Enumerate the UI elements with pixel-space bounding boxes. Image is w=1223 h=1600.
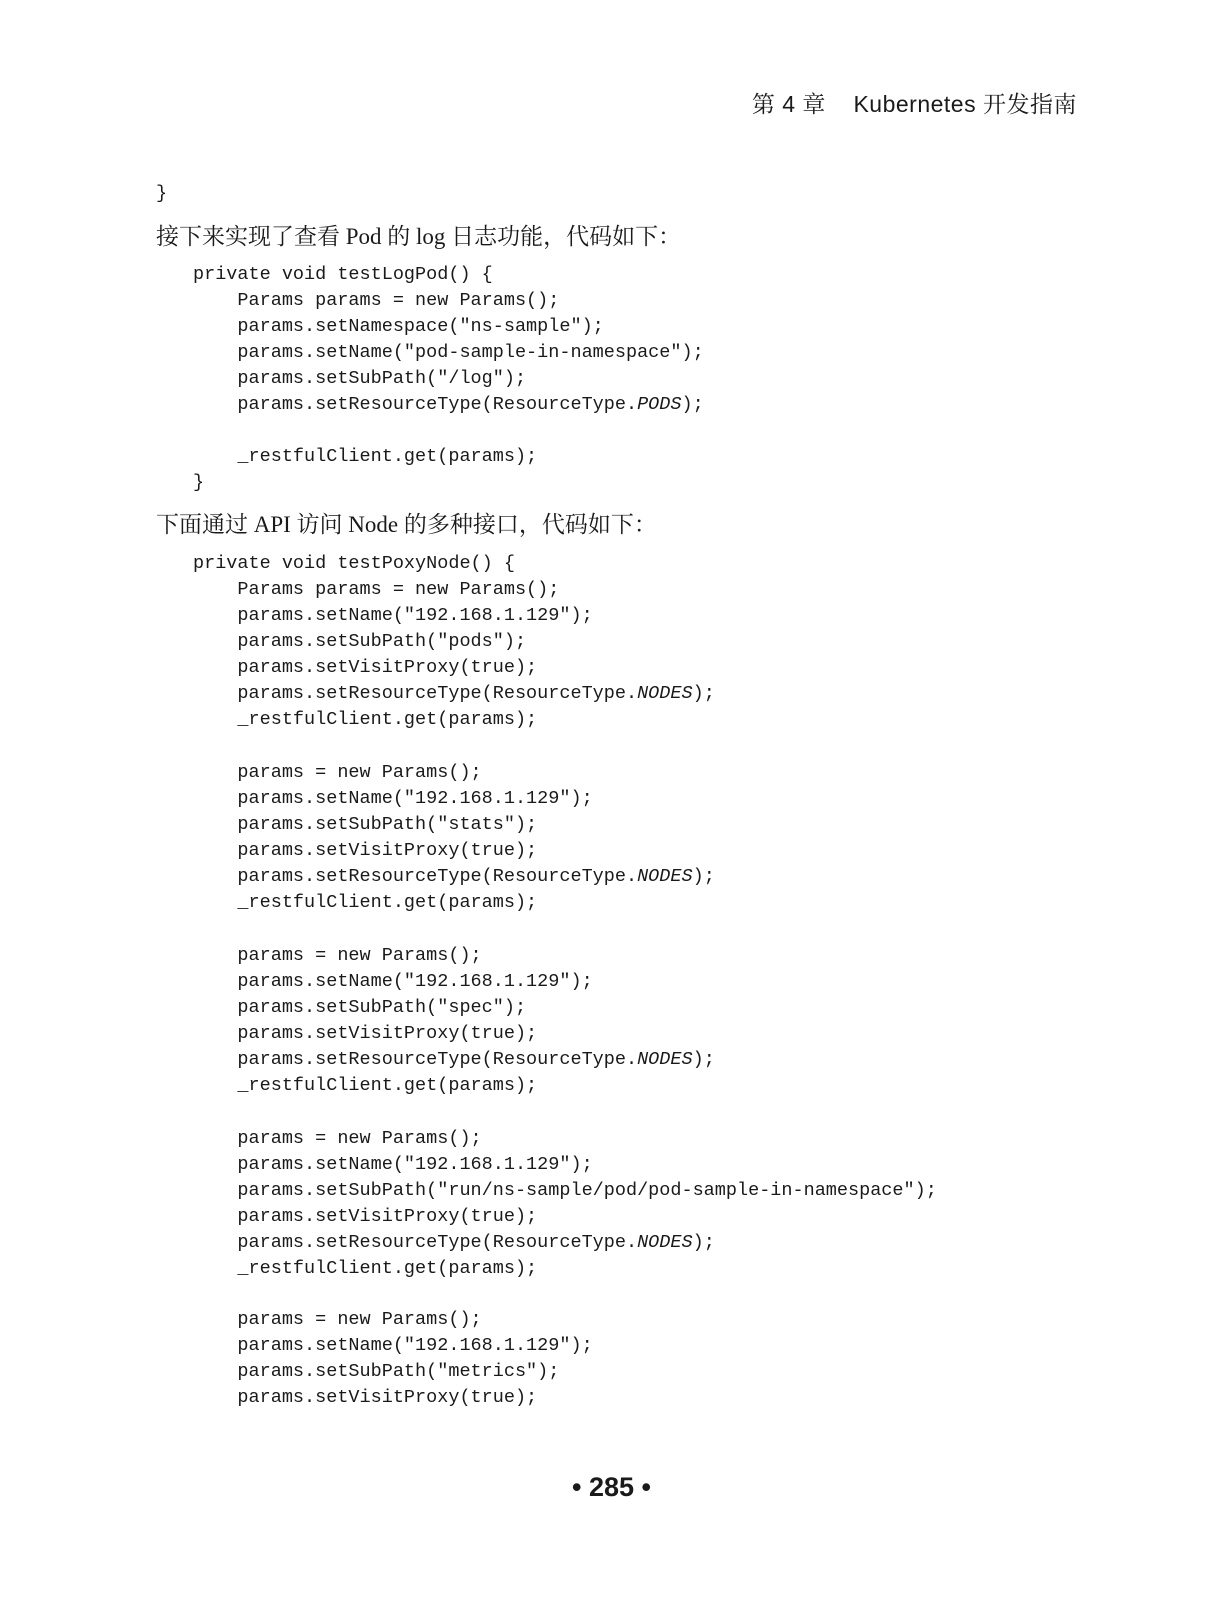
code-line: private void testPoxyNode() { <box>193 553 515 574</box>
code-line: _restfulClient.get(params); <box>193 709 538 730</box>
code-constant: NODES <box>637 1049 693 1070</box>
code-segment: params.setResourceType(ResourceType. <box>193 394 638 415</box>
code-line: params.setSubPath("run/ns-sample/pod/pod-sample-in-namespace"); <box>193 1180 937 1201</box>
code-constant: PODS <box>637 394 682 415</box>
code-line: } <box>193 472 205 493</box>
code-line: params.setVisitProxy(true); <box>193 1023 538 1044</box>
code-constant: NODES <box>637 1232 693 1253</box>
code-segment: params.setResourceType(ResourceType. <box>193 866 638 887</box>
code-line: params.setName("192.168.1.129"); <box>193 788 593 809</box>
code-segment: ); <box>692 866 715 887</box>
code-segment: params.setResourceType(ResourceType. <box>193 1049 638 1070</box>
code-line: private void testLogPod() { <box>193 264 493 285</box>
code-line <box>193 1230 715 1256</box>
code-segment: ); <box>681 394 704 415</box>
code-line: Params params = new Params(); <box>193 579 560 600</box>
code-line: _restfulClient.get(params); <box>193 446 538 467</box>
code-line: params = new Params(); <box>193 762 482 783</box>
code-segment: params.setResourceType(ResourceType. <box>193 683 638 704</box>
code-line: params.setName("192.168.1.129"); <box>193 971 593 992</box>
code-line: params.setVisitProxy(true); <box>193 840 538 861</box>
code-line: params.setNamespace("ns-sample"); <box>193 316 604 337</box>
code-line <box>193 681 715 707</box>
code-line: params.setSubPath("spec"); <box>193 997 527 1018</box>
code-line: params = new Params(); <box>193 1309 482 1330</box>
code-line <box>193 392 704 418</box>
code-line: _restfulClient.get(params); <box>193 892 538 913</box>
code-line: params.setVisitProxy(true); <box>193 1387 538 1408</box>
page-number: • 285 • <box>572 1472 651 1502</box>
code-line: params.setVisitProxy(true); <box>193 657 538 678</box>
code-segment: ); <box>692 683 715 704</box>
code-line <box>193 864 715 890</box>
code-segment: params.setResourceType(ResourceType. <box>193 1232 638 1253</box>
code-line <box>193 1047 715 1073</box>
code-segment: ); <box>692 1232 715 1253</box>
code-line: params.setName("192.168.1.129"); <box>193 1154 593 1175</box>
paragraph-intro-node: 下面通过 API 访问 Node 的多种接口，代码如下： <box>156 512 657 537</box>
code-line: params.setName("pod-sample-in-namespace"); <box>193 342 704 363</box>
code-line: params.setSubPath("metrics"); <box>193 1361 560 1382</box>
code-line: params.setSubPath("stats"); <box>193 814 538 835</box>
code-line: params.setName("192.168.1.129"); <box>193 1335 593 1356</box>
code-constant: NODES <box>637 866 693 887</box>
code-line: params = new Params(); <box>193 1128 482 1149</box>
code-line: params.setVisitProxy(true); <box>193 1206 538 1227</box>
code-line: params.setName("192.168.1.129"); <box>193 605 593 626</box>
running-header: 第 4 章 Kubernetes 开发指南 <box>751 91 1077 117</box>
code-segment: ); <box>692 1049 715 1070</box>
code-line: params.setSubPath("pods"); <box>193 631 527 652</box>
code-line: _restfulClient.get(params); <box>193 1258 538 1279</box>
code-line: params = new Params(); <box>193 945 482 966</box>
code-line: params.setSubPath("/log"); <box>193 368 527 389</box>
paragraph-intro-log: 接下来实现了查看 Pod 的 log 日志功能，代码如下： <box>156 224 682 249</box>
code-line: _restfulClient.get(params); <box>193 1075 538 1096</box>
code-constant: NODES <box>637 683 693 704</box>
code-line: } <box>156 183 168 204</box>
code-line: Params params = new Params(); <box>193 290 560 311</box>
